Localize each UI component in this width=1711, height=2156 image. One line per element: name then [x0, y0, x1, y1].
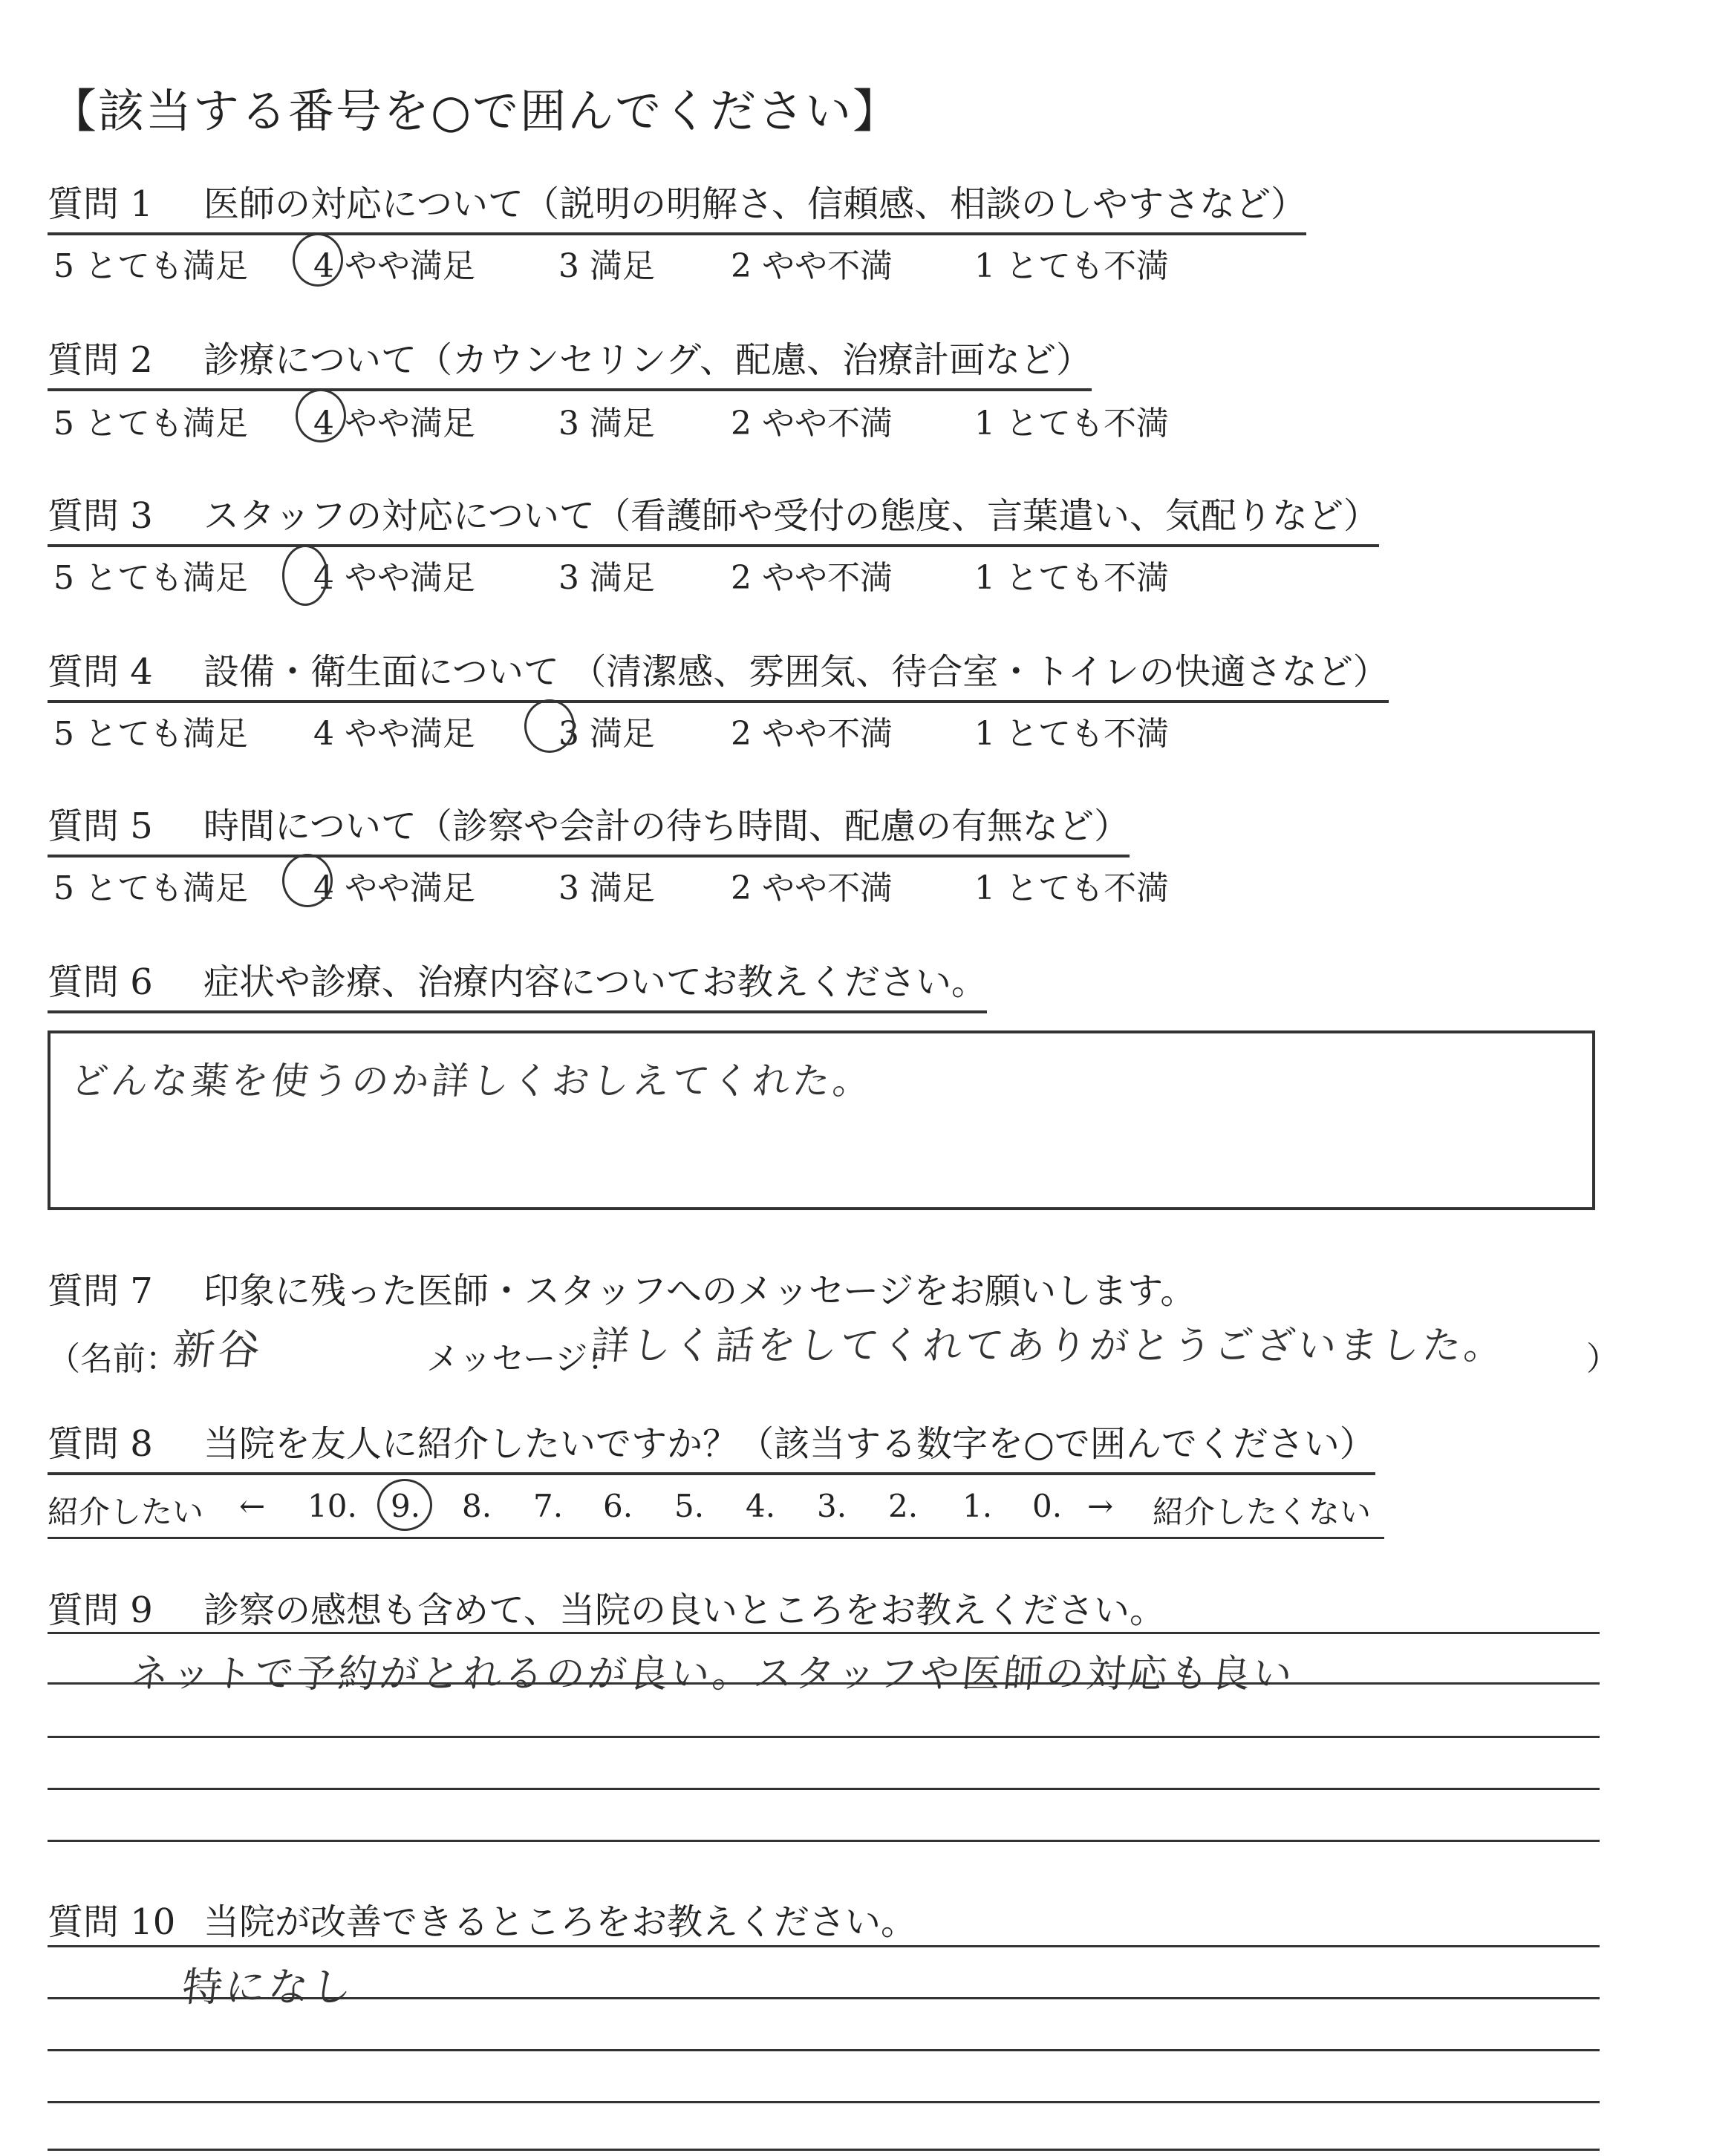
q2-option-4[interactable]: 4 やや満足 — [313, 405, 475, 442]
q3-option-5[interactable]: 5 とても満足 — [53, 559, 248, 597]
q1-option-4[interactable]: 4 やや満足 — [313, 247, 475, 285]
q9-line-5 — [48, 1840, 1600, 1842]
q8-option-9[interactable]: 9. — [391, 1488, 421, 1524]
q7-name-label: （名前： — [48, 1340, 178, 1378]
question-10-number: 質問 10 — [48, 1901, 176, 1943]
q9-line-2 — [48, 1682, 1600, 1685]
q8-option-10[interactable]: 10. — [307, 1488, 357, 1524]
question-7-text: 印象に残った医師・スタッフへのメッセージをお願いします。 — [203, 1270, 1196, 1312]
q3-option-2[interactable]: 2 やや不満 — [731, 559, 893, 597]
question-2-number: 質問 2 — [48, 339, 153, 381]
question-7-number: 質問 7 — [48, 1270, 153, 1312]
q2-selection-circle — [296, 389, 346, 442]
question-8-title — [48, 1415, 1375, 1475]
q8-right-arrow: → — [1087, 1488, 1114, 1524]
question-8-number: 質問 8 — [48, 1423, 153, 1465]
q10-line-1 — [48, 1945, 1600, 1947]
q9-line-3 — [48, 1736, 1600, 1738]
q8-option-5[interactable]: 5. — [674, 1488, 705, 1524]
question-5-title — [48, 797, 1130, 858]
q8-option-8[interactable]: 8. — [462, 1488, 492, 1524]
q8-option-6[interactable]: 6. — [603, 1488, 633, 1524]
q2-option-2[interactable]: 2 やや不満 — [731, 405, 893, 442]
q8-left-label: 紹介したい — [48, 1494, 204, 1530]
question-4-number: 質問 4 — [48, 651, 153, 693]
q8-option-4[interactable]: 4. — [746, 1488, 776, 1524]
question-5-text: 時間について（診察や会計の待ち時間、配慮の有無など） — [203, 806, 1130, 847]
question-3-number: 質問 3 — [48, 495, 153, 537]
q8-option-2[interactable]: 2. — [888, 1488, 919, 1524]
question-4-title — [48, 643, 1389, 703]
question-3-title — [48, 487, 1379, 547]
q1-option-3[interactable]: 3 満足 — [558, 247, 655, 285]
q8-option-0[interactable]: 0. — [1032, 1488, 1063, 1524]
q8-option-7[interactable]: 7. — [533, 1488, 564, 1524]
q4-option-3[interactable]: 3 満足 — [558, 715, 655, 753]
question-1-number: 質問 1 — [48, 183, 153, 225]
q8-option-3[interactable]: 3. — [817, 1488, 847, 1524]
q9-line-1 — [48, 1632, 1600, 1634]
question-7-title — [48, 1262, 1196, 1319]
question-6-text: 症状や診療、治療内容についてお教えください。 — [203, 961, 988, 1003]
q9-line-4 — [48, 1788, 1600, 1790]
question-5-number: 質問 5 — [48, 806, 153, 847]
question-9-title — [48, 1581, 1165, 1639]
q7-name-value[interactable]: 新谷 — [171, 1326, 265, 1374]
q4-option-1[interactable]: 1 とても不満 — [974, 715, 1169, 753]
question-1-text: 医師の対応について（説明の明解さ、信頼感、相談のしやすさなど） — [203, 183, 1307, 225]
q3-option-3[interactable]: 3 満足 — [558, 559, 655, 597]
q10-line-4 — [48, 2101, 1600, 2103]
q5-option-1[interactable]: 1 とても不満 — [974, 869, 1169, 907]
q5-option-5[interactable]: 5 とても満足 — [53, 869, 248, 907]
q3-option-1[interactable]: 1 とても不満 — [974, 559, 1169, 597]
q5-option-2[interactable]: 2 やや不満 — [731, 869, 893, 907]
q3-selection-circle — [282, 545, 328, 606]
question-9-text: 診察の感想も含めて、当院の良いところをお教えください。 — [203, 1590, 1166, 1631]
form-header: 【該当する番号を○で囲んでください】 — [50, 84, 901, 138]
q3-option-4[interactable]: 4 やや満足 — [313, 559, 475, 597]
question-10-text: 当院が改善できるところをお教えください。 — [203, 1901, 917, 1943]
q5-option-4[interactable]: 4 やや満足 — [313, 869, 475, 907]
q5-selection-circle — [282, 854, 333, 907]
q8-option-1[interactable]: 1. — [962, 1488, 993, 1524]
q7-close-paren: ） — [1586, 1340, 1619, 1378]
q2-option-5[interactable]: 5 とても満足 — [53, 405, 248, 442]
question-9-number: 質問 9 — [48, 1590, 153, 1631]
q1-option-5[interactable]: 5 とても満足 — [53, 247, 248, 285]
q2-option-3[interactable]: 3 満足 — [558, 405, 655, 442]
q8-nps-scale — [48, 1488, 1607, 1532]
q10-line-2 — [48, 1997, 1600, 1999]
q9-answer[interactable]: ネットで予約がとれるのが良い。スタッフや医師の対応も良い — [128, 1652, 1297, 1696]
q8-right-label: 紹介したくない — [1153, 1494, 1372, 1530]
q4-option-2[interactable]: 2 やや不満 — [731, 715, 893, 753]
question-1-title — [48, 175, 1306, 235]
q4-selection-circle — [524, 699, 575, 753]
q1-option-1[interactable]: 1 とても不満 — [974, 247, 1169, 285]
question-6-title — [48, 953, 987, 1013]
q4-option-5[interactable]: 5 とても満足 — [53, 715, 248, 753]
q6-answer: どんな薬を使うのか詳しくおしえてくれた。 — [68, 1059, 876, 1102]
question-3-text: スタッフの対応について（看護師や受付の態度、言葉遣い、気配りなど） — [203, 495, 1380, 537]
q4-option-4[interactable]: 4 やや満足 — [313, 715, 475, 753]
q1-option-2[interactable]: 2 やや不満 — [731, 247, 893, 285]
q10-line-3 — [48, 2049, 1600, 2051]
q10-answer[interactable]: 特になし — [180, 1964, 357, 2010]
question-4-text: 設備・衛生面について （清潔感、雰囲気、待合室・トイレの快適さなど） — [203, 651, 1389, 693]
q8-underline — [48, 1537, 1384, 1539]
q8-left-arrow: ← — [239, 1488, 266, 1524]
q10-line-5 — [48, 2149, 1600, 2151]
question-2-text: 診療について（カウンセリング、配慮、治療計画など） — [203, 339, 1092, 381]
q5-option-3[interactable]: 3 満足 — [558, 869, 655, 907]
q1-selection-circle — [293, 233, 343, 287]
q8-selection-circle — [377, 1479, 432, 1531]
q2-option-1[interactable]: 1 とても不満 — [974, 405, 1169, 442]
question-8-text: 当院を友人に紹介したいですか？（該当する数字を○で囲んでください） — [203, 1423, 1375, 1465]
question-6-number: 質問 6 — [48, 961, 153, 1003]
question-10-title — [48, 1893, 916, 1950]
q7-message-label: メッセージ： — [426, 1340, 621, 1378]
q6-answer-box[interactable] — [48, 1030, 1595, 1210]
q7-message-value[interactable]: 詳しく話をしてくれてありがとうございました。 — [588, 1324, 1508, 1368]
question-2-title — [48, 331, 1092, 391]
